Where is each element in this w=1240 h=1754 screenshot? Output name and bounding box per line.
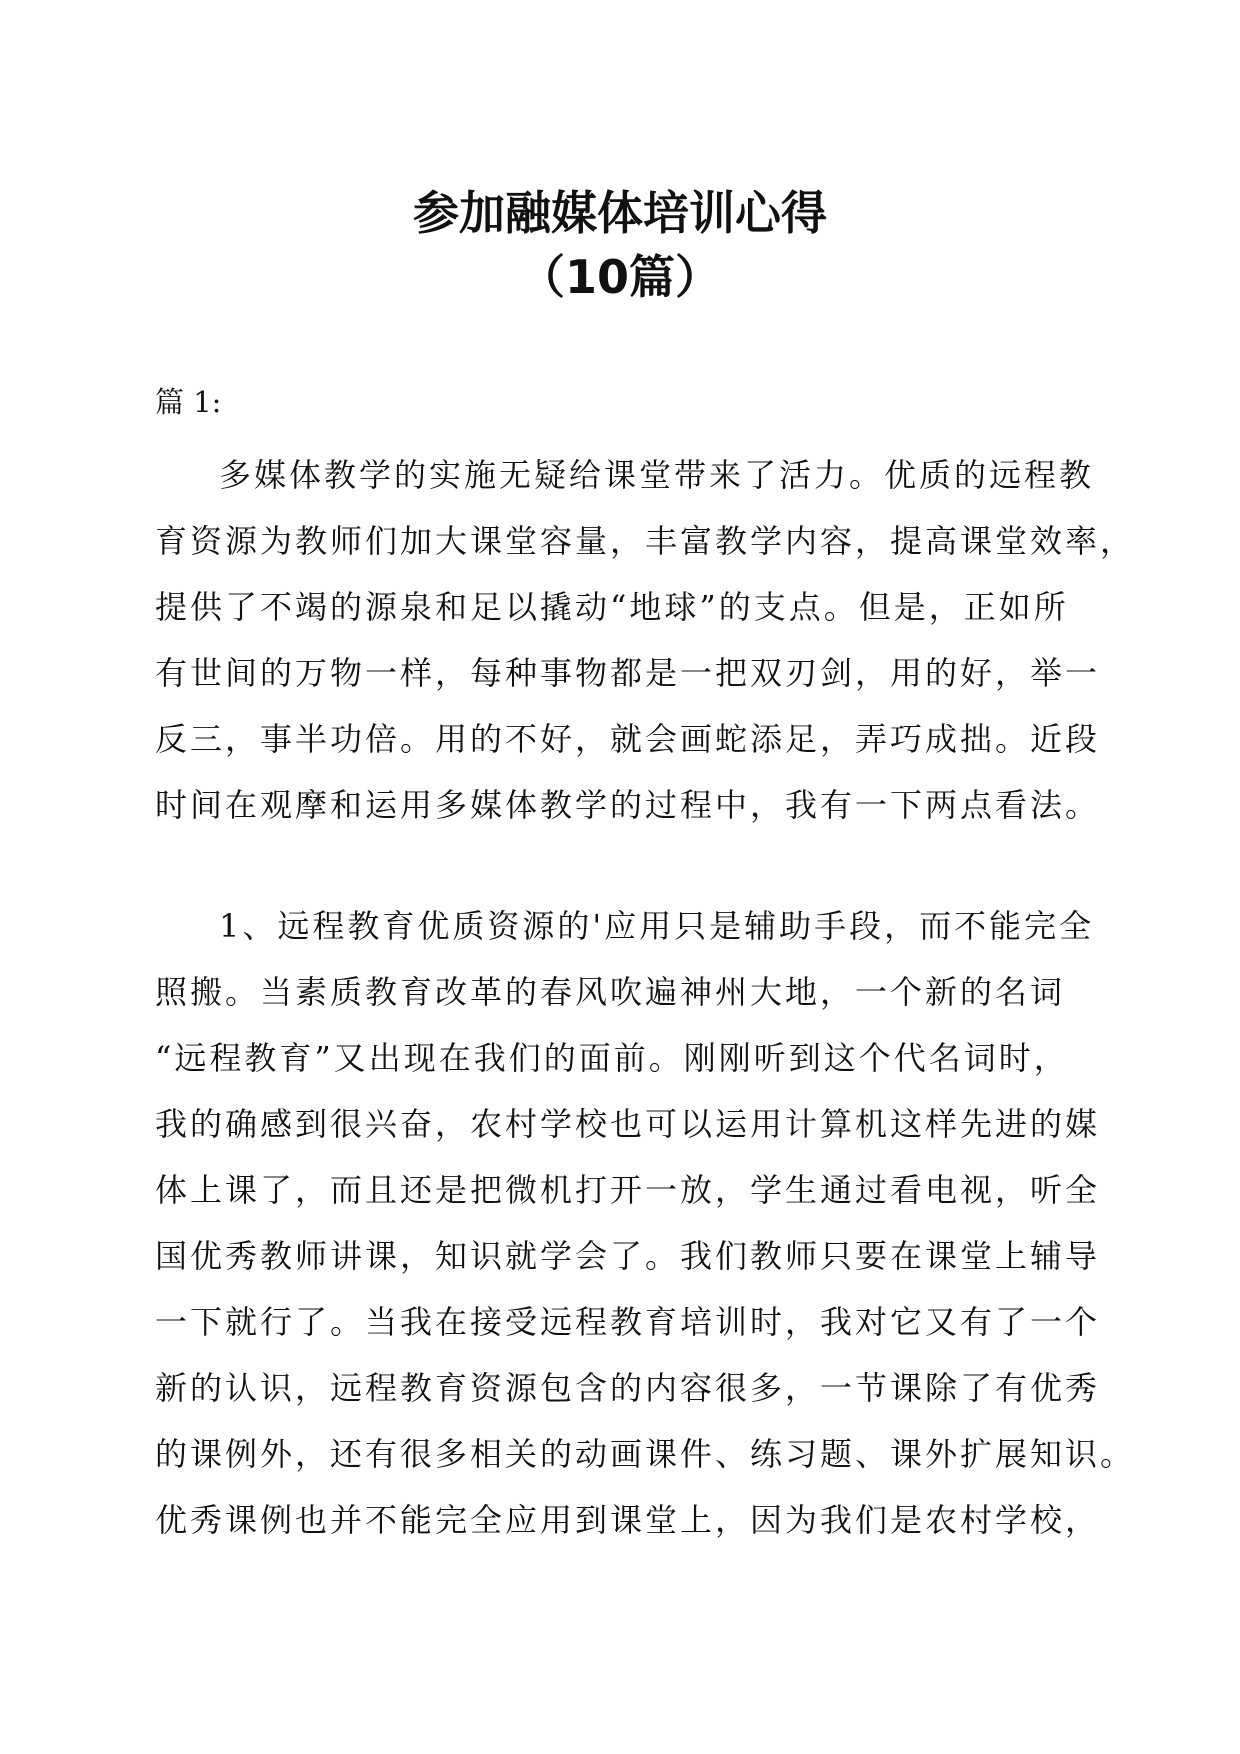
- paragraph-2: [155, 893, 1136, 1553]
- paragraph-line: 优秀课例也并不能完全应用到课堂上，因为我们是农村学校，: [155, 1501, 1101, 1539]
- paragraph-line: 1、远程教育优质资源的'应用只是辅助手段，而不能完全: [219, 907, 1095, 945]
- section-label: 篇 1:: [155, 385, 222, 419]
- paragraph-line: 照搬。当素质教育改革的春风吹遍神州大地，一个新的名词: [155, 973, 1066, 1011]
- paragraph-line: 育资源为教师们加大课堂容量，丰富教学内容，提高课堂效率，: [155, 522, 1136, 560]
- paragraph-line: 新的认识，远程教育资源包含的内容很多，一节课除了有优秀: [155, 1369, 1101, 1407]
- paragraph-line: 的课例外，还有很多相关的动画课件、练习题、课外扩展知识。: [155, 1435, 1136, 1473]
- paragraph-1: [155, 442, 1136, 838]
- paragraph-line: 我的确感到很兴奋，农村学校也可以运用计算机这样先进的媒: [155, 1105, 1101, 1143]
- paragraph-line: 一下就行了。当我在接受远程教育培训时，我对它又有了一个: [155, 1303, 1101, 1341]
- document-subtitle: （10篇）: [518, 250, 721, 304]
- paragraph-line: 国优秀教师讲课，知识就学会了。我们教师只要在课堂上辅导: [155, 1237, 1101, 1275]
- paragraph-line: 体上课了，而且还是把微机打开一放，学生通过看电视，听全: [155, 1171, 1101, 1209]
- paragraph-line: 多媒体教学的实施无疑给课堂带来了活力。优质的远程教: [219, 456, 1095, 494]
- paragraph-line: 反三，事半功倍。用的不好，就会画蛇添足，弄巧成拙。近段: [155, 720, 1101, 758]
- document-title: 参加融媒体培训心得: [413, 186, 827, 240]
- paragraph-line: 时间在观摩和运用多媒体教学的过程中，我有一下两点看法。: [155, 786, 1101, 824]
- paragraph-line: 有世间的万物一样，每种事物都是一把双刃剑，用的好，举一: [155, 654, 1101, 692]
- paragraph-line: 提供了不竭的源泉和足以撬动“地球”的支点。但是，正如所: [155, 588, 1069, 626]
- paragraph-line: “远程教育”又出现在我们的面前。刚刚听到这个代名词时，: [155, 1039, 1069, 1077]
